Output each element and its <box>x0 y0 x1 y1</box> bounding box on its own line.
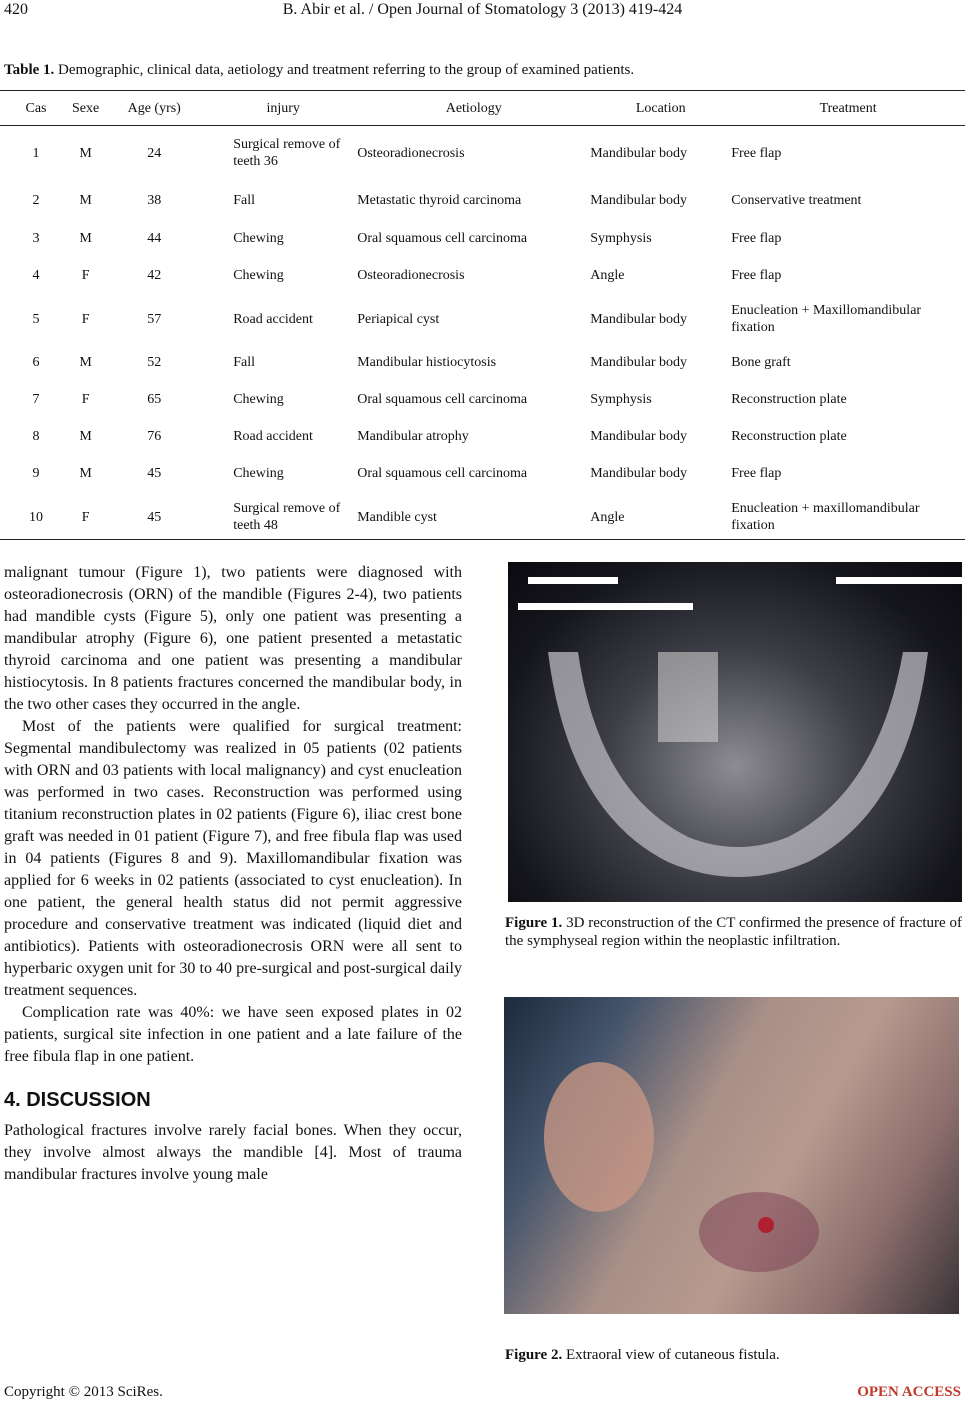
table-cell: Mandibular body <box>590 145 688 161</box>
table-cell: Oral squamous cell carcinoma <box>357 466 528 481</box>
patient-face-photo <box>504 997 959 1314</box>
table-cell: Symphysis <box>590 392 652 407</box>
table-cell: Mandible cyst <box>357 509 437 525</box>
table-cell: 42 <box>147 268 162 283</box>
table-cell: Mandibular body <box>590 429 688 444</box>
table-cell: Mandibular body <box>590 466 688 481</box>
table-row <box>0 220 965 257</box>
page-number: 420 <box>4 1 28 18</box>
caption-text: 3D reconstruction of the CT confirmed the presence of fracture of the symphyseal region within the neoplastic infiltration. <box>505 915 963 949</box>
table-cell: M <box>79 429 92 444</box>
caption-text: Extraoral view of cutaneous fistula. <box>562 1347 780 1363</box>
table-cell: Mandibular histiocytosis <box>357 355 497 370</box>
table-cell: M <box>79 355 92 370</box>
table-cell: 57 <box>147 311 162 327</box>
table-cell: Surgical remove of teeth 48 <box>233 501 341 533</box>
open-access-label: OPEN ACCESS <box>857 1384 961 1400</box>
column-header: Age (yrs) <box>127 100 181 116</box>
table-cell: Symphysis <box>590 231 652 246</box>
table-row <box>0 344 965 381</box>
mandible-3d-render <box>508 562 962 902</box>
table-cell: Reconstruction plate <box>731 429 847 444</box>
figure-2-photo <box>504 997 959 1314</box>
figure-label: Figure 2. <box>505 1347 563 1363</box>
column-header: Cas <box>25 100 47 116</box>
table-cell: F <box>81 268 90 283</box>
column-header: Aetiology <box>445 100 502 116</box>
table-cell: 4 <box>32 268 40 283</box>
table-cell: 1 <box>32 145 40 161</box>
table-cell: 7 <box>32 392 40 407</box>
table-cell: 2 <box>32 193 40 208</box>
table-cell: Fall <box>233 355 255 370</box>
copyright: Copyright © 2013 SciRes. <box>4 1384 163 1400</box>
table-caption-text: Demographic, clinical data, aetiology and treatment referring to the group of examined patients. <box>54 62 635 78</box>
table-cell: Conservative treatment <box>731 193 862 208</box>
table-cell: Chewing <box>233 466 284 481</box>
table-cell: Osteoradionecrosis <box>357 145 465 161</box>
table-cell: Enucleation + Maxillomandibular fixation <box>731 303 922 335</box>
table-cell: Chewing <box>233 392 284 407</box>
paragraph: Pathological fractures involve rarely facial bones. When they occur, they involve almost always the mandible [4]. Most of trauma mandibular fractures involve young male <box>4 1122 462 1183</box>
table-cell: Osteoradionecrosis <box>357 268 465 283</box>
table-cell: 52 <box>147 355 162 370</box>
table-cell: 76 <box>147 429 162 444</box>
figure-2-caption <box>505 1346 962 1364</box>
table-cell: F <box>81 509 90 525</box>
table-cell: Free flap <box>731 231 782 246</box>
table-cell: 8 <box>32 429 40 444</box>
table-cell: Enucleation + maxillomandibular fixation <box>731 501 920 533</box>
table-cell: Angle <box>590 268 625 283</box>
table-cell: 3 <box>32 231 40 246</box>
table-cell: F <box>81 392 90 407</box>
table-cell: 65 <box>147 392 162 407</box>
table-cell: 5 <box>32 311 40 327</box>
paragraph: Complication rate was 40%: we have seen exposed plates in 02 patients, surgical site infection in one patient and a late failure of the free fibula flap in one patient. <box>4 1004 462 1065</box>
table-row <box>0 257 965 294</box>
table-cell: Chewing <box>233 268 284 283</box>
table-cell: M <box>79 231 92 246</box>
table-cell: Reconstruction plate <box>731 392 847 407</box>
table-cell: Oral squamous cell carcinoma <box>357 392 528 407</box>
table-cell: M <box>79 466 92 481</box>
table-row <box>0 381 965 418</box>
table-cell: 44 <box>147 231 162 246</box>
figure-1-caption <box>505 914 962 950</box>
table-cell: 10 <box>29 509 43 525</box>
table-row <box>0 125 965 181</box>
table-row <box>0 418 965 455</box>
table-cell: Chewing <box>233 231 284 246</box>
table-cell: Free flap <box>731 466 782 481</box>
table-cell: 45 <box>147 466 162 481</box>
paragraph: malignant tumour (Figure 1), two patients were diagnosed with osteoradionecrosis (ORN) of the mandible (Figures 2-4), two patients had mandible cysts (Figure 5), only one patient was presenting a mandibular atrophy (Figure 6), one patient presented a metastatic thyroid carcinoma and one patient was presenting a mandibular histiocytosis. In 8 patients fractures concerned the mandibular body, in the two other cases they occurred in the angle. <box>4 564 462 713</box>
table-row <box>0 181 965 220</box>
table-cell: Periapical cyst <box>357 311 440 327</box>
table-row <box>0 492 965 542</box>
column-header: Treatment <box>819 100 877 116</box>
table-row <box>0 294 965 344</box>
table-cell: Road accident <box>233 429 313 444</box>
table-row <box>0 455 965 492</box>
table-cell: Angle <box>590 509 625 525</box>
table-cell: 45 <box>147 509 162 525</box>
table-cell: Fall <box>233 193 255 208</box>
table-cell: Free flap <box>731 268 782 283</box>
table-cell: M <box>79 145 92 161</box>
table-header-row <box>0 91 965 125</box>
table-cell: 24 <box>147 145 162 161</box>
running-head: B. Abir et al. / Open Journal of Stomatology 3 (2013) 419-424 <box>282 1 683 18</box>
column-header: Location <box>635 100 686 116</box>
figure-label: Figure 1. <box>505 915 563 931</box>
paragraph: Most of the patients were qualified for surgical treatment: Segmental mandibulectomy was realized in 05 patients (02 patients with ORN and 03 patients with local malignancy) and cyst enucleation was performed in two cases. Reconstruction was performed using titanium reconstruction plates in 02 patients (Figure 6), iliac crest bone graft was needed in 01 patient (Figure 7), and free fibula flap was used in 04 patients (Figures 8 and 9). Maxillomandibular fixation was applied for 6 weeks in 02 patients (associated to cyst enucleation). In one patient, the general health status did not permit aggressive procedure and conservative treatment was indicated (liquid diet and antibiotics). Patients with osteoradionecrosis ORN were all sent to hyperbaric oxygen unit for 30 to 40 pre-surgical and post-surgical daily treatment sequences. <box>4 718 462 999</box>
figure-1-ct-image <box>508 562 962 902</box>
table-cell: Mandibular body <box>590 193 688 208</box>
table-cell: Oral squamous cell carcinoma <box>357 231 528 246</box>
column-header: Sexe <box>72 100 100 116</box>
table-cell: Mandibular body <box>590 311 688 327</box>
table-cell: Surgical remove of teeth 36 <box>233 137 341 169</box>
table-cell: M <box>79 193 92 208</box>
table-cell: Mandibular atrophy <box>357 429 469 444</box>
table-cell: Free flap <box>731 145 782 161</box>
table-cell: 6 <box>32 355 40 370</box>
table-cell: Metastatic thyroid carcinoma <box>357 193 522 208</box>
table-cell: Mandibular body <box>590 355 688 370</box>
table-cell: Road accident <box>233 311 313 327</box>
table-cell: 38 <box>147 193 162 208</box>
table-label: Table 1. <box>4 62 55 78</box>
body-text <box>4 562 462 1186</box>
table-cell: F <box>81 311 90 327</box>
patients-table <box>0 91 965 542</box>
table-caption <box>4 62 634 79</box>
table-cell: Bone graft <box>731 355 791 370</box>
table-cell: 9 <box>32 466 40 481</box>
section-heading: 4. DISCUSSION <box>4 1089 151 1111</box>
column-header: injury <box>266 100 300 116</box>
